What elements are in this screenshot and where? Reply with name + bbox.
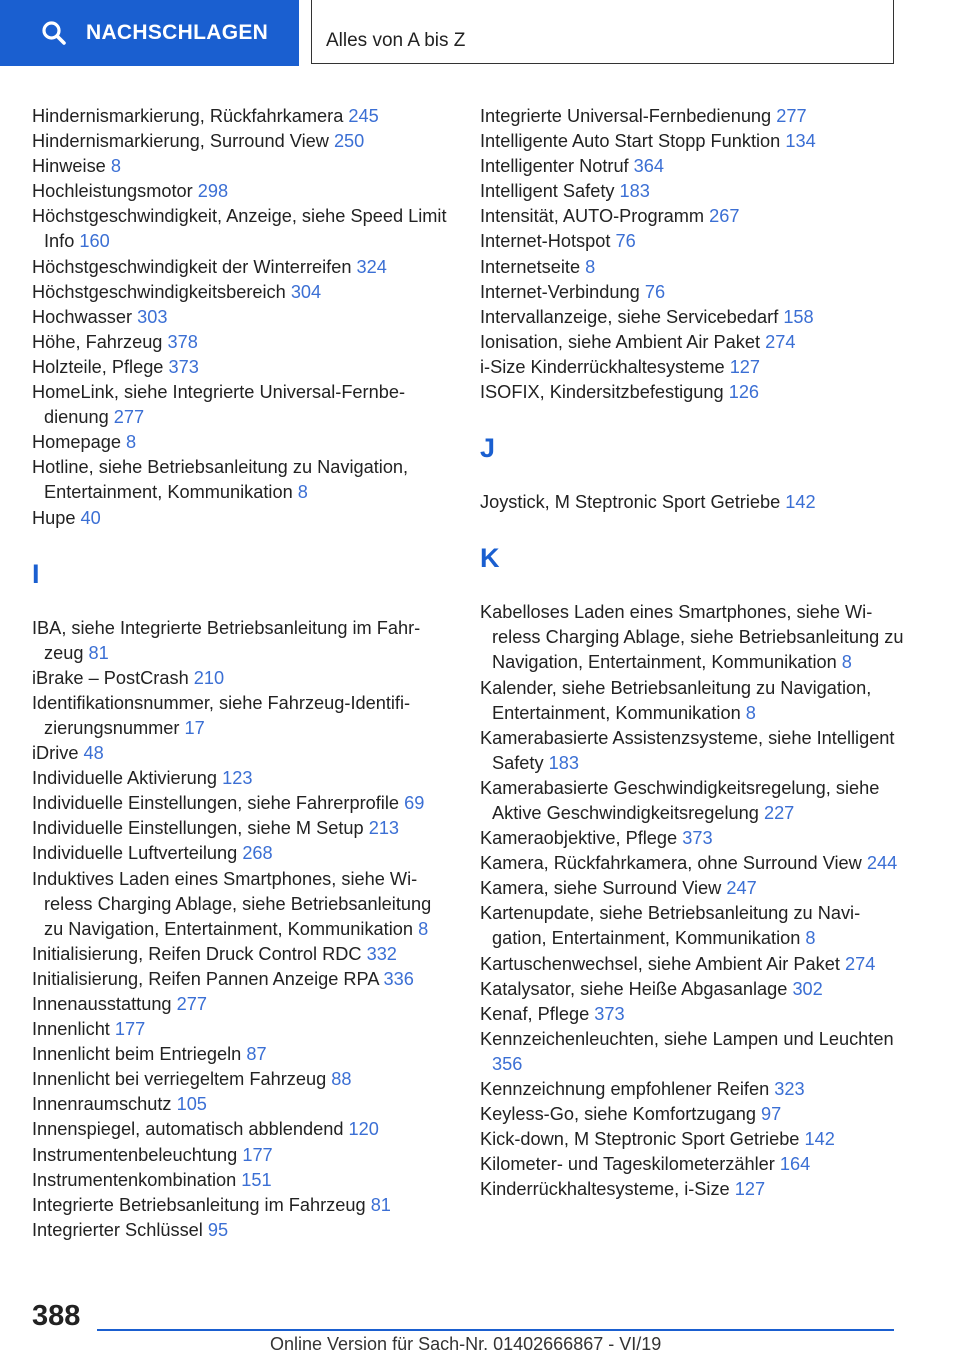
index-entry bbox=[32, 1193, 452, 1218]
footer-divider bbox=[97, 1329, 894, 1331]
index-entry bbox=[480, 179, 905, 204]
index-entry-term: Kennzeichnung empfohlener Reifen bbox=[480, 1079, 770, 1099]
page-reference-link[interactable]: 160 bbox=[79, 231, 110, 252]
index-entry bbox=[480, 876, 905, 901]
index-entry-term: Höchstgeschwindigkeitsbereich bbox=[32, 281, 286, 302]
index-entry bbox=[480, 104, 905, 129]
index-entry-term: Hupe bbox=[32, 507, 76, 528]
page-reference-link[interactable]: 164 bbox=[779, 1154, 811, 1175]
index-entry bbox=[480, 154, 905, 179]
index-entry bbox=[32, 305, 452, 330]
page-reference-link[interactable]: 323 bbox=[774, 1079, 805, 1099]
index-entry bbox=[480, 1027, 905, 1077]
page-reference-link[interactable]: 247 bbox=[726, 878, 757, 899]
index-entry bbox=[32, 179, 452, 204]
page-reference-link[interactable]: 8 bbox=[745, 702, 756, 723]
index-entry-term: Intelligenter Notruf bbox=[480, 156, 629, 177]
index-entry-term: Initialisierung, Reifen Pannen Anzeige RPA bbox=[32, 968, 379, 989]
page-reference-link[interactable]: 17 bbox=[184, 717, 205, 738]
page-reference-link[interactable]: 245 bbox=[348, 106, 379, 126]
page-reference-link[interactable]: 8 bbox=[297, 482, 308, 503]
page-reference-link[interactable]: 120 bbox=[348, 1119, 379, 1140]
index-entry bbox=[32, 154, 452, 179]
index-entry-term: HomeLink, siehe Integrierte Universal-Fernbedienung bbox=[32, 382, 406, 428]
page-reference-link[interactable]: 324 bbox=[356, 256, 387, 277]
page-reference-link[interactable]: 105 bbox=[176, 1094, 207, 1115]
index-entry bbox=[32, 616, 452, 666]
index-entry bbox=[32, 1042, 452, 1067]
index-entry-term: Innenraumschutz bbox=[32, 1094, 172, 1115]
page-reference-link[interactable]: 277 bbox=[176, 994, 207, 1014]
index-entry-term: Innenlicht bei verriegeltem Fahrzeug bbox=[32, 1069, 327, 1090]
index-entry bbox=[480, 901, 905, 951]
index-entry bbox=[32, 1117, 452, 1142]
index-entry-term: Intervallanzeige, siehe Servicebedarf bbox=[480, 306, 779, 327]
index-entry bbox=[32, 967, 452, 992]
index-entry-term: Hinweise bbox=[32, 156, 106, 177]
index-entry-term: Höhe, Fahrzeug bbox=[32, 331, 163, 352]
index-entry bbox=[32, 992, 452, 1017]
index-entry-term: Innenlicht beim Entriegeln bbox=[32, 1044, 242, 1065]
index-entry-term: i-Size Kinderrückhaltesysteme bbox=[480, 356, 725, 377]
index-entry-term: Keyless-Go, siehe Komfortzugang bbox=[480, 1104, 756, 1125]
page-reference-link[interactable]: 8 bbox=[585, 256, 596, 277]
page-reference-link[interactable]: 378 bbox=[167, 331, 198, 352]
index-entry-term: Innenspiegel, automatisch abblendend bbox=[32, 1119, 344, 1140]
index-entry-term: IBA, siehe Integrierte Betriebsanleitung im Fahrzeug bbox=[32, 617, 421, 663]
index-entry-term: Innenlicht bbox=[32, 1019, 110, 1040]
index-letter-heading: I bbox=[32, 558, 40, 589]
index-letter-heading: K bbox=[480, 543, 500, 574]
index-column-left bbox=[32, 104, 452, 1243]
page-reference-link[interactable]: 142 bbox=[804, 1129, 835, 1150]
chapter-title: Alles von A bis Z bbox=[326, 30, 466, 51]
page-reference-link[interactable]: 356 bbox=[492, 1053, 523, 1074]
index-entry-term: Hotline, siehe Betriebsanleitung zu Navigation, Entertainment, Kommunikation bbox=[32, 457, 409, 503]
page-reference-link[interactable]: 8 bbox=[110, 156, 121, 177]
index-entry-term: iDrive bbox=[32, 743, 79, 764]
page-reference-link[interactable]: 332 bbox=[366, 943, 397, 964]
index-entry bbox=[32, 506, 452, 531]
index-entry bbox=[480, 1002, 905, 1027]
index-entry-term: Hindernismarkierung, Surround View bbox=[32, 131, 329, 152]
page-reference-link[interactable]: 8 bbox=[841, 652, 852, 673]
index-entry-term: Innenausstattung bbox=[32, 994, 172, 1014]
index-entry bbox=[32, 841, 452, 866]
chapter-title-box bbox=[311, 0, 894, 64]
page-reference-link[interactable]: 304 bbox=[290, 281, 322, 302]
index-entry-term: Kinderrückhaltesysteme, i-Size bbox=[480, 1179, 730, 1200]
index-entry bbox=[32, 430, 452, 455]
page-reference-link[interactable]: 8 bbox=[805, 928, 816, 949]
page-reference-link[interactable]: 227 bbox=[763, 802, 795, 823]
index-entry bbox=[480, 851, 905, 876]
page-reference-link[interactable]: 76 bbox=[615, 231, 636, 252]
page-reference-link[interactable]: 81 bbox=[370, 1194, 391, 1215]
index-entry bbox=[480, 1177, 905, 1202]
index-entry bbox=[32, 691, 452, 741]
page-reference-link[interactable]: 267 bbox=[709, 206, 740, 227]
index-column-right bbox=[480, 104, 905, 1202]
page-reference-link[interactable]: 76 bbox=[644, 281, 666, 302]
index-entry-term: Instrumentenkombination bbox=[32, 1169, 237, 1190]
index-entry bbox=[480, 229, 905, 254]
index-entry bbox=[32, 330, 452, 355]
index-entry bbox=[32, 1017, 452, 1042]
index-entry-term: Kartuschenwechsel, siehe Ambient Air Paket bbox=[480, 953, 840, 974]
index-entry-term: Hochwasser bbox=[32, 306, 133, 327]
page-reference-link[interactable]: 69 bbox=[404, 793, 425, 814]
index-entry bbox=[480, 1152, 905, 1177]
page-reference-link[interactable]: 123 bbox=[222, 768, 253, 789]
page-reference-link[interactable]: 183 bbox=[619, 181, 650, 202]
search-icon bbox=[40, 19, 68, 47]
index-entry-term: Integrierte Betriebsanleitung im Fahrzeug bbox=[32, 1194, 366, 1215]
page-reference-link[interactable]: 97 bbox=[761, 1104, 782, 1125]
index-entry bbox=[480, 952, 905, 977]
index-entry-term: Internetseite bbox=[480, 256, 581, 277]
index-entry bbox=[32, 1168, 452, 1193]
index-entry-term: Individuelle Aktivierung bbox=[32, 768, 218, 789]
page-reference-link[interactable]: 134 bbox=[785, 131, 816, 152]
index-entry-term: Kameraobjektive, Pflege bbox=[480, 828, 678, 849]
index-entry bbox=[480, 330, 905, 355]
index-entry bbox=[480, 977, 905, 1002]
page-reference-link[interactable]: 373 bbox=[682, 828, 713, 849]
page-reference-link[interactable]: 277 bbox=[776, 106, 807, 126]
index-entry-term: Hochleistungsmotor bbox=[32, 181, 193, 202]
index-entry-term: Hindernismarkierung, Rückfahrkamera bbox=[32, 106, 344, 126]
index-entry-term: Kamerabasierte Geschwindigkeitsregelung, siehe Aktive Geschwindigkeitsregelung bbox=[480, 777, 880, 823]
index-entry bbox=[480, 1127, 905, 1152]
index-entry bbox=[32, 255, 452, 280]
page-reference-link[interactable]: 48 bbox=[83, 743, 104, 764]
page-reference-link[interactable]: 40 bbox=[80, 507, 101, 528]
index-entry bbox=[32, 204, 452, 254]
page-reference-link[interactable]: 303 bbox=[137, 306, 168, 327]
page-reference-link[interactable]: 298 bbox=[197, 181, 229, 202]
index-entry-term: Höchstgeschwindigkeit der Winterreifen bbox=[32, 256, 352, 277]
page-reference-link[interactable]: 277 bbox=[113, 407, 145, 428]
index-entry bbox=[32, 816, 452, 841]
page-reference-link[interactable]: 8 bbox=[126, 432, 137, 453]
index-entry-term: Kartenupdate, siehe Betriebsanleitung zu Navigation, Entertainment, Kommunikation bbox=[480, 903, 861, 949]
index-entry bbox=[32, 455, 452, 505]
page-reference-link[interactable]: 302 bbox=[792, 978, 823, 999]
index-entry bbox=[32, 1218, 452, 1243]
index-entry bbox=[480, 726, 905, 776]
index-entry bbox=[480, 380, 905, 405]
page-reference-link[interactable]: 250 bbox=[333, 131, 365, 152]
index-entry bbox=[32, 380, 452, 430]
page-reference-link[interactable]: 274 bbox=[765, 331, 796, 352]
index-entry bbox=[480, 305, 905, 330]
index-entry bbox=[480, 255, 905, 280]
page-reference-link[interactable]: 210 bbox=[193, 667, 225, 688]
page-reference-link[interactable]: 88 bbox=[331, 1069, 352, 1090]
online-version-note: Online Version für Sach-Nr. 01402666867 - VI/19 bbox=[270, 1334, 662, 1354]
index-entry bbox=[32, 741, 452, 766]
index-entry-term: Intelligent Safety bbox=[480, 181, 615, 202]
index-entry bbox=[480, 355, 905, 380]
index-letter-heading: J bbox=[480, 433, 496, 464]
index-entry-term: Internet-Hotspot bbox=[480, 231, 611, 252]
section-tab[interactable] bbox=[0, 0, 299, 66]
page-reference-link[interactable]: 8 bbox=[418, 918, 429, 939]
page-reference-link[interactable]: 87 bbox=[246, 1044, 267, 1065]
index-entry-term: Joystick, M Steptronic Sport Getriebe bbox=[480, 492, 781, 513]
page-reference-link[interactable]: 336 bbox=[383, 968, 414, 989]
index-entry-term: Kennzeichenleuchten, siehe Lampen und Leuchten bbox=[480, 1028, 894, 1049]
index-entry-term: ISOFIX, Kindersitzbefestigung bbox=[480, 382, 724, 403]
page-reference-link[interactable]: 95 bbox=[207, 1219, 229, 1240]
index-entry-term: Instrumentenbeleuchtung bbox=[32, 1144, 238, 1165]
page-reference-link[interactable]: 177 bbox=[242, 1144, 273, 1165]
index-entry bbox=[32, 355, 452, 380]
page-reference-link[interactable]: 126 bbox=[728, 382, 760, 403]
index-entry-term: Individuelle Einstellungen, siehe M Setup bbox=[32, 818, 364, 839]
page-reference-link[interactable]: 364 bbox=[633, 156, 665, 177]
page-reference-link[interactable]: 268 bbox=[242, 843, 273, 864]
index-entry bbox=[480, 776, 905, 826]
index-entry-term: Identifikationsnummer, siehe Fahrzeug-Identifizierungsnummer bbox=[32, 692, 411, 738]
page-reference-link[interactable]: 244 bbox=[866, 853, 898, 874]
index-entry-term: Homepage bbox=[32, 432, 121, 453]
page-reference-link[interactable]: 274 bbox=[844, 953, 876, 974]
page-reference-link[interactable]: 213 bbox=[368, 818, 400, 839]
page-reference-link[interactable]: 373 bbox=[168, 356, 199, 377]
index-entry bbox=[480, 676, 905, 726]
index-entry bbox=[480, 1077, 905, 1102]
index-entry-term: Höchstgeschwindigkeit, Anzeige, siehe Speed Limit Info bbox=[32, 206, 447, 252]
page-number: 388 bbox=[32, 1300, 81, 1332]
page-reference-link[interactable]: 142 bbox=[785, 492, 816, 513]
page-reference-link[interactable]: 127 bbox=[734, 1179, 766, 1200]
index-entry bbox=[480, 129, 905, 154]
page-reference-link[interactable]: 183 bbox=[548, 752, 579, 773]
index-entry-term: Initialisierung, Reifen Druck Control RDC bbox=[32, 943, 362, 964]
page-reference-link[interactable]: 127 bbox=[729, 356, 761, 377]
index-entry bbox=[480, 280, 905, 305]
page-reference-link[interactable]: 81 bbox=[88, 642, 109, 663]
index-entry bbox=[32, 104, 452, 129]
index-entry bbox=[32, 1092, 452, 1117]
index-entry-term: Holzteile, Pflege bbox=[32, 356, 164, 377]
index-entry bbox=[480, 490, 905, 515]
index-entry bbox=[32, 1143, 452, 1168]
index-entry-term: Katalysator, siehe Heiße Abgasanlage bbox=[480, 978, 788, 999]
index-entry-term: Individuelle Einstellungen, siehe Fahrerprofile bbox=[32, 793, 400, 814]
index-entry bbox=[32, 1067, 452, 1092]
index-entry-term: Kabelloses Laden eines Smartphones, siehe Wireless Charging Ablage, siehe Betriebsanleitung zu Navigation, Entertainment, Kommunikation bbox=[480, 602, 904, 673]
index-entry-term: Integrierter Schlüssel bbox=[32, 1219, 203, 1240]
index-entry bbox=[32, 867, 452, 942]
index-entry bbox=[480, 1102, 905, 1127]
index-entry-term: iBrake – PostCrash bbox=[32, 667, 189, 688]
page-reference-link[interactable]: 373 bbox=[594, 1003, 625, 1024]
index-entry-term: Kick-down, M Steptronic Sport Getriebe bbox=[480, 1129, 800, 1150]
index-entry bbox=[480, 826, 905, 851]
index-entry bbox=[32, 791, 452, 816]
index-entry bbox=[32, 666, 452, 691]
section-label: NACHSCHLAGEN bbox=[86, 21, 269, 44]
index-entry-term: Kamerabasierte Assistenzsysteme, siehe Intelligent Safety bbox=[480, 727, 895, 773]
index-entry bbox=[32, 942, 452, 967]
index-entry bbox=[480, 600, 905, 675]
index-entry-term: Internet-Verbindung bbox=[480, 281, 640, 302]
page-reference-link[interactable]: 177 bbox=[114, 1019, 146, 1040]
index-entry bbox=[480, 204, 905, 229]
index-entry-term: Intelligente Auto Start Stopp Funktion bbox=[480, 131, 781, 152]
index-entry-term: Intensität, AUTO-Programm bbox=[480, 206, 705, 227]
index-entry-term: Induktives Laden eines Smartphones, siehe Wireless Charging Ablage, siehe Betriebsanleitung zu Navigation, Entertainment, Kommunikation bbox=[32, 868, 432, 939]
index-entry bbox=[32, 766, 452, 791]
index-entry-term: Ionisation, siehe Ambient Air Paket bbox=[480, 331, 761, 352]
index-entry-term: Integrierte Universal-Fernbedienung bbox=[480, 106, 772, 126]
index-entry-term: Kalender, siehe Betriebsanleitung zu Navigation, Entertainment, Kommunikation bbox=[480, 677, 872, 723]
index-entry-term: Kamera, Rückfahrkamera, ohne Surround View bbox=[480, 853, 862, 874]
index-entry-term: Individuelle Luftverteilung bbox=[32, 843, 238, 864]
index-entry bbox=[32, 280, 452, 305]
index-entry-term: Kilometer- und Tageskilometerzähler bbox=[480, 1154, 775, 1175]
page-reference-link[interactable]: 158 bbox=[783, 306, 814, 327]
index-entry bbox=[32, 129, 452, 154]
page-reference-link[interactable]: 151 bbox=[241, 1169, 272, 1190]
index-entry-term: Kenaf, Pflege bbox=[480, 1003, 590, 1024]
index-entry-term: Kamera, siehe Surround View bbox=[480, 878, 722, 899]
